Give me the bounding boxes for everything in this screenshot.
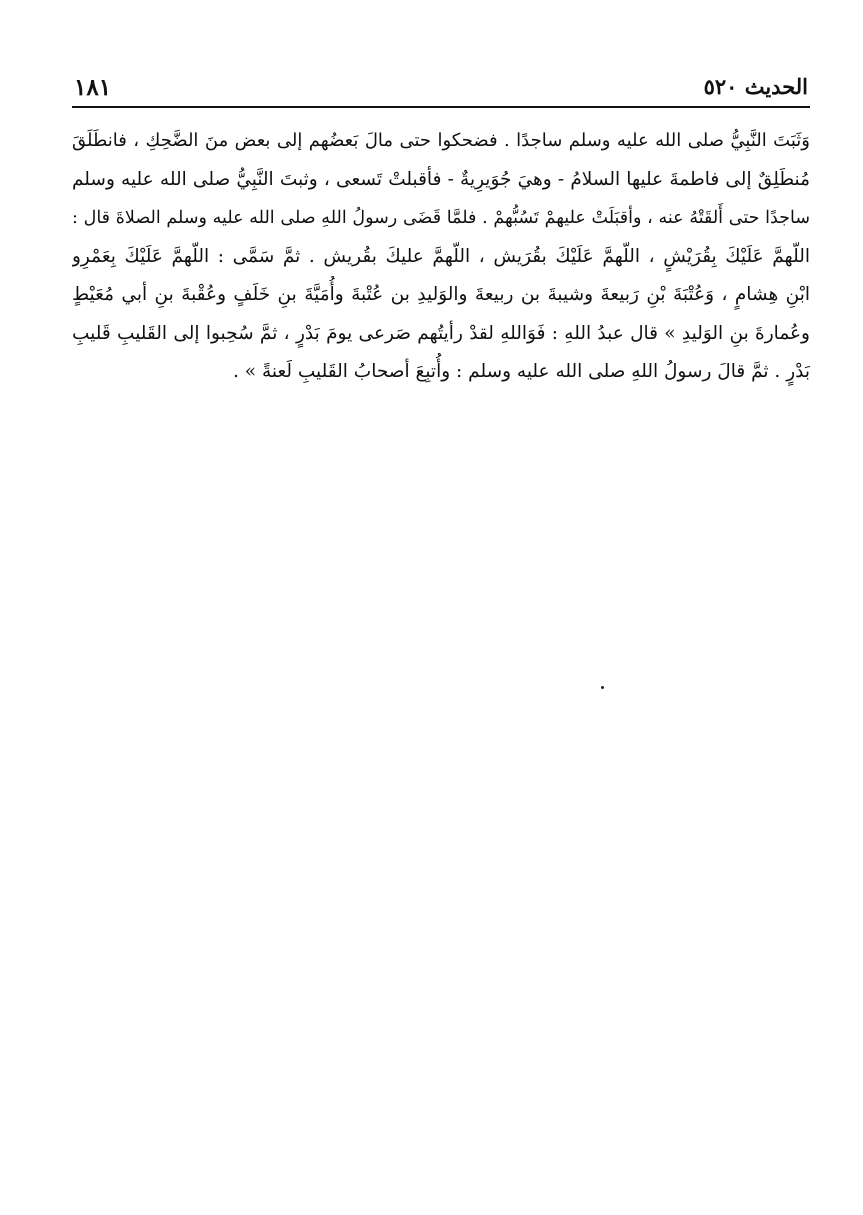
header-rule — [72, 106, 810, 108]
text-line: وَثَبَتَ النَّبِيُّ صلى الله عليه وسلم ساجدًا . فضحكوا حتى مالَ بَعضُهم إلى بعض منَ الضَّحِكِ ، فانطَلَقَ — [72, 130, 810, 151]
page-number: ١٨١ — [74, 74, 112, 101]
text-line: ابْنِ هِشامٍ ، وَعُتْبَةَ بْنِ رَبيعةَ وشيبةَ بن ربيعةَ والوَليدِ بن عُتْبةَ وأُمَيَّةَ بنِ خَلَفٍ وعُقْبةَ بنِ أبي مُعَيْطٍ — [72, 284, 810, 305]
text-line: وعُمارةَ بنِ الوَليدِ » قال عبدُ اللهِ : فَوَاللهِ لقدْ رأيتُهم صَرعى يومَ بَدْرٍ ، ثمَّ سُحِبوا إلى القَليبِ قَليبِ — [72, 322, 810, 344]
text-line: اللّهمَّ عَلَيْكَ بِقُرَيْشٍ ، اللّهمَّ عَلَيْكَ بقُرَيش ، اللّهمَّ عليكَ بقُريش . ثمَّ سَمَّى : اللّهمَّ عَلَيْكَ بِعَمْرِو — [72, 245, 810, 267]
hadith-text — [72, 122, 810, 392]
scan-speck — [601, 686, 604, 689]
text-line: مُنطَلِقٌ إلى فاطمةَ عليها السلامُ - وهيَ جُوَيرِيةٌ - فأقبلتْ تَسعى ، وثبتَ النَّبِيُّ صلى الله عليه وسلم — [72, 168, 810, 190]
text-line: ساجدًا حتى أَلقَتْهُ عنه ، وأقبَلَتْ عليهمْ تَسُبُّهمْ . فلمَّا قَضَى رسولُ اللهِ صلى الله عليه وسلم الصلاةَ قال : — [72, 208, 810, 228]
page-header — [72, 74, 810, 104]
text-line: بَدْرٍ . ثمَّ قالَ رسولُ اللهِ صلى الله عليه وسلم : وأُتبِعَ أصحابُ القَليبِ لَعنةً » . — [232, 361, 810, 382]
hadith-reference: الحديث ٥٢٠ — [703, 74, 808, 99]
